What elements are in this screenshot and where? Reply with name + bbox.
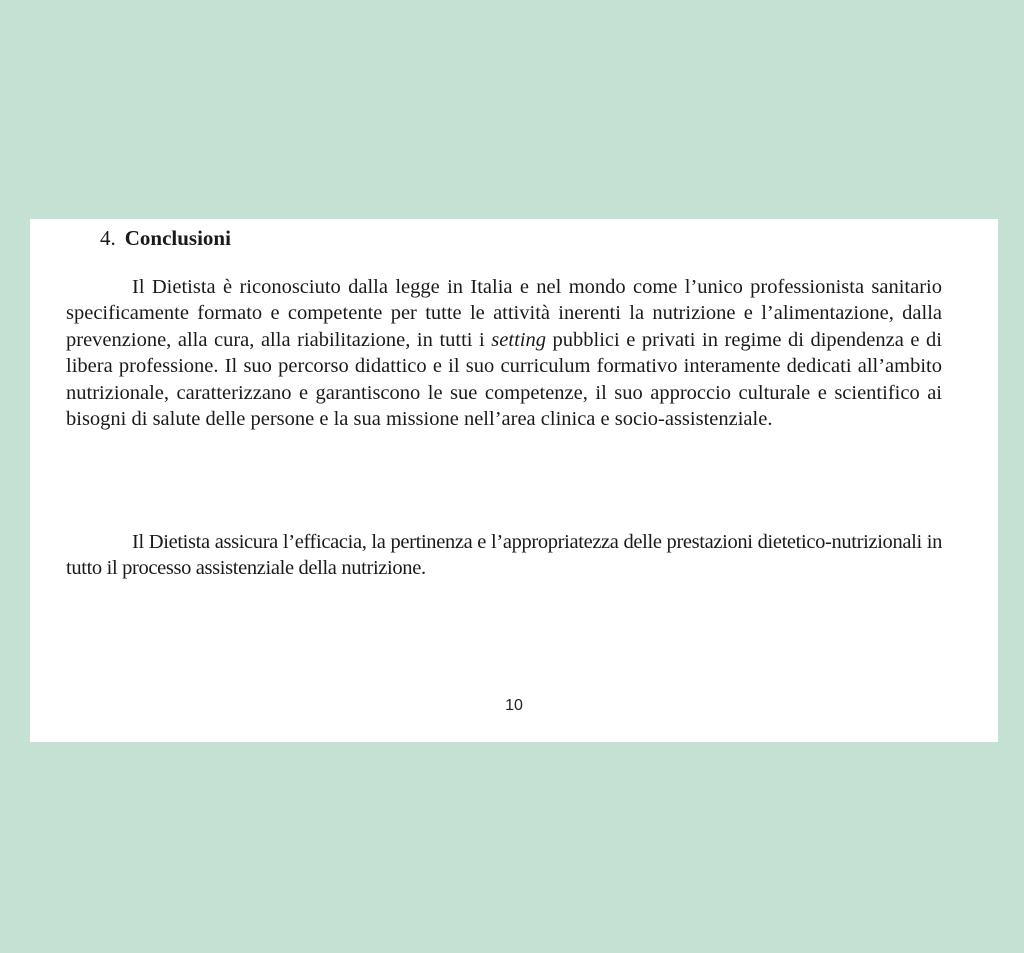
- paragraph-1-text-a: Il Dietista è riconosciuto dalla legge in Italia e nel mondo come l’unico professionista sanitario specificamente formato e competente per tutte le attività inerenti la nutrizione e l’alimentazione, dalla prevenzione, alla cura, alla riabilitazione, in tutti i: [66, 276, 942, 351]
- paragraph-1: [66, 274, 942, 432]
- page-number: 10: [505, 697, 523, 714]
- paragraph-1-italic-term: setting: [491, 328, 546, 351]
- section-heading: [100, 225, 231, 251]
- document-page: [30, 219, 998, 742]
- paragraph-2: Il Dietista assicura l’efficacia, la pertinenza e l’appropriatezza delle prestazioni dietetico-nutrizionali in tutto il processo assistenziale della nutrizione.: [66, 531, 942, 580]
- paragraph-1-text-b: pubblici e privati in regime di dipendenza e di libera professione. Il suo percorso didattico e il suo curriculum formativo interamente dedicati all’ambito nutrizionale, caratterizzano e garantiscono le sue competenze, il suo approccio culturale e scientifico ai bisogni di salute delle persone e la sua missione nell’area clinica e socio-assistenziale.: [66, 328, 942, 431]
- section-number: 4.: [100, 226, 116, 250]
- section-title: Conclusioni: [124, 226, 231, 250]
